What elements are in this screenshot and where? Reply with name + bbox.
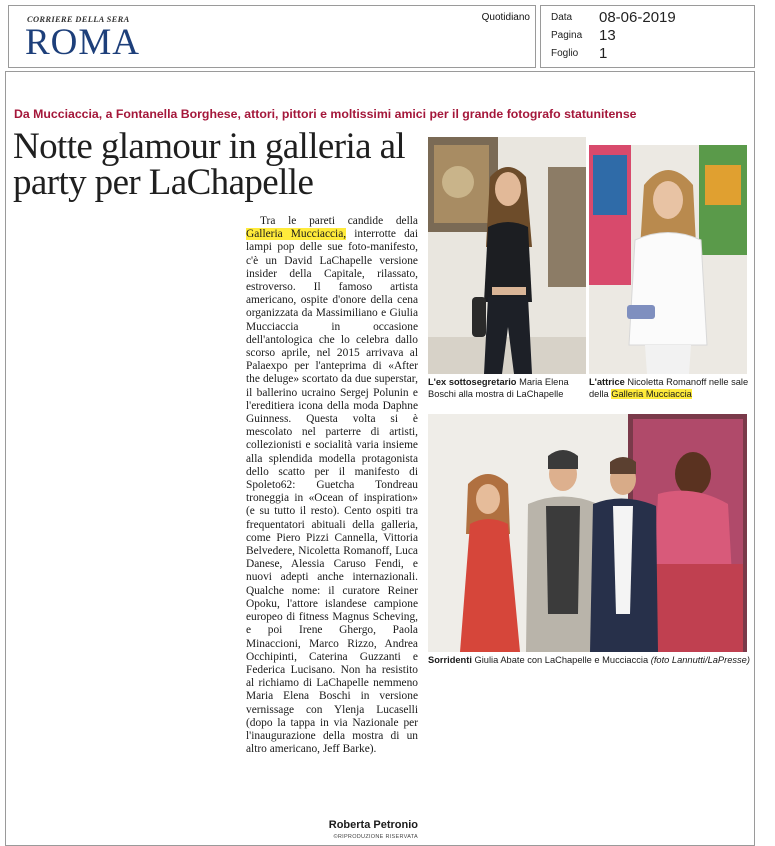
publication-meta	[540, 5, 755, 68]
caption-boschi	[428, 377, 586, 400]
caption-group	[428, 655, 758, 667]
article-author: Roberta Petronio	[328, 819, 418, 831]
caption-text: Giulia Abate con LaChapelle e Mucciaccia	[471, 655, 651, 665]
photo-credit: (foto Lannutti/LaPresse)	[650, 655, 750, 665]
edition-title: ROMA	[25, 22, 141, 63]
gallery-highlight: Galleria Mucciaccia,	[246, 228, 347, 241]
meta-pagina-row	[551, 27, 616, 45]
article-body	[246, 215, 418, 756]
body-rest: interrotte dai lampi pop delle sue foto-manifesto, c'è un David LaChapelle versione insider della Capitale, rilassato, estroverso. Il famoso artista americano, ospite d'onore della cena organizzata da Massimiliano e Giulia Mucciaccia in occasione dell'antologica che lo celebra dallo scorso aprile, nel 2015 arrivava al Palaexpo per l'anteprima di «After the deluge» scortato da due superstar, il ballerino ucraino Sergej Polunin e l'ereditiera icona della moda Daphne Guinness. Questa volta si è mescolato nel parterre di artisti, collezionisti e socialità varia insieme alla splendida modella protagonista dello scatto per il manifesto di Spoleto62: Guetcha Tondreau troneggia in «Ocean of inspiration» (e su tutto il resto). Cento ospiti tra frequentatori abituali della galleria, come Piero Pizzi Cannella, Vittoria Belvedere, Nicoletta Romanoff, Luca Danese, Alessia Caruso Fendi, e nuovi adepti anche internazionali. Qualche nome: il curatore Reiner Opoku, l'attore islandese campione europeo di fitness Magnus Scheving, e poi Irene Ghergo, Paola Minaccioni, Marco Rizzo, Andrea Occhipinti, Caterina Guzzanti e Federica Lucisano. Non ha resistito al richiamo di LaChapelle nemmeno Maria Elena Boschi in versione vernissage con Ylenja Lucaselli (dopo la tappa in via Nazionale per l'inaugurazione della mostra di un altro americano, Jeff Barke).	[246, 228, 418, 756]
newspaper-name: CORRIERE DELLA SERA	[27, 14, 130, 24]
photo-boschi	[428, 137, 586, 374]
meta-data-row	[551, 9, 676, 27]
caption-text: Nicoletta Romanoff nelle sale della	[589, 377, 749, 399]
photo-group	[428, 414, 747, 652]
body-intro: Tra le pareti candide della	[260, 215, 418, 227]
caption-romanoff	[589, 377, 749, 400]
article-clipping	[5, 71, 755, 846]
caption-lead: L'ex sottosegretario	[428, 377, 517, 387]
pagina-value: 13	[599, 27, 616, 45]
data-label: Data	[551, 12, 573, 24]
copyright-note: ©RIPRODUZIONE RISERVATA	[333, 834, 418, 840]
caption-highlight: Galleria Mucciaccia	[611, 388, 692, 399]
meta-foglio-row	[551, 45, 607, 63]
caption-lead: L'attrice	[589, 377, 625, 387]
article-headline: Notte glamour in galleria al party per LaChapelle	[13, 126, 406, 203]
foglio-label: Foglio	[551, 48, 579, 60]
frequency-label: Quotidiano	[481, 12, 530, 23]
foglio-value: 1	[599, 45, 608, 63]
article-paragraph	[246, 215, 418, 756]
data-value: 08-06-2019	[599, 9, 676, 27]
caption-lead: Sorridenti	[428, 655, 472, 665]
photo-romanoff	[589, 145, 747, 374]
newspaper-header	[8, 5, 536, 68]
caption-text: Maria Elena Boschi alla mostra di LaChapelle	[428, 377, 569, 399]
pagina-label: Pagina	[551, 30, 583, 42]
article-kicker: Da Mucciaccia, a Fontanella Borghese, attori, pittori e moltissimi amici per il grande fotografo statunitense	[14, 107, 637, 121]
